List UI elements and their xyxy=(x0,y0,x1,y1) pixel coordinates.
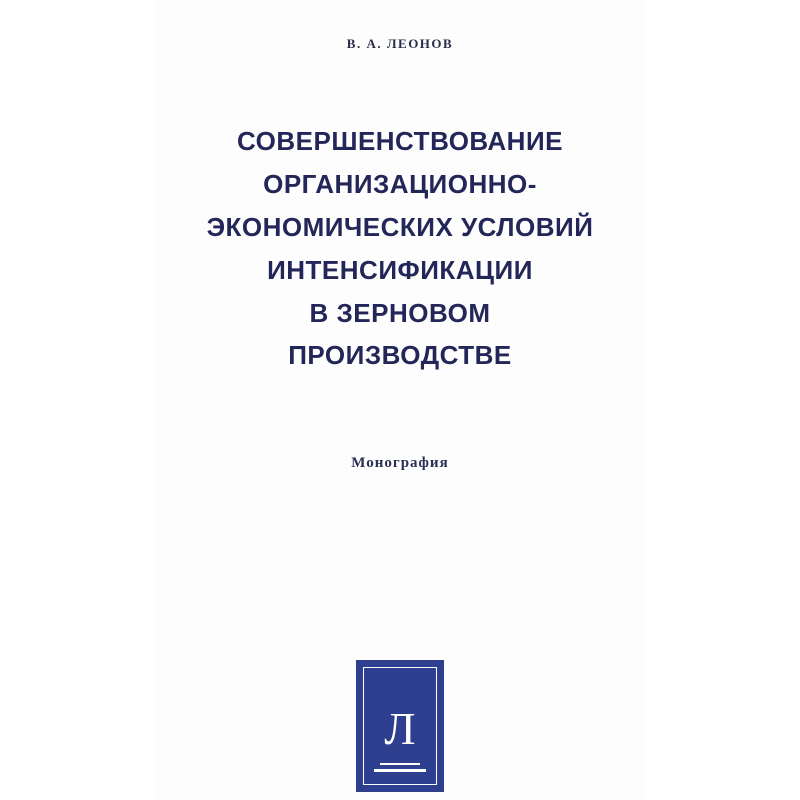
title-line-3: ЭКОНОМИЧЕСКИХ УСЛОВИЙ xyxy=(206,211,594,242)
title-line-4: ИНТЕНСИФИКАЦИИ xyxy=(267,254,533,285)
cover-canvas xyxy=(155,0,645,800)
author-name: В. А. ЛЕОНОВ xyxy=(346,36,454,51)
logo-letter: Л xyxy=(384,702,416,754)
title-line-1: СОВЕРШЕНСТВОВАНИЕ xyxy=(237,126,563,156)
book-subtitle: Монография xyxy=(351,455,449,472)
title-line-5: В ЗЕРНОВОМ xyxy=(309,297,491,328)
book-title xyxy=(180,120,620,377)
title-line-6: ПРОИЗВОДСТВЕ xyxy=(288,340,512,371)
logo-base-bar-upper xyxy=(380,763,420,765)
publisher-logo-icon xyxy=(356,660,444,792)
title-line-2: ОРГАНИЗАЦИОННО- xyxy=(263,168,537,199)
publisher-logo-wrap xyxy=(356,660,444,792)
logo-base-bar-lower xyxy=(374,769,426,772)
